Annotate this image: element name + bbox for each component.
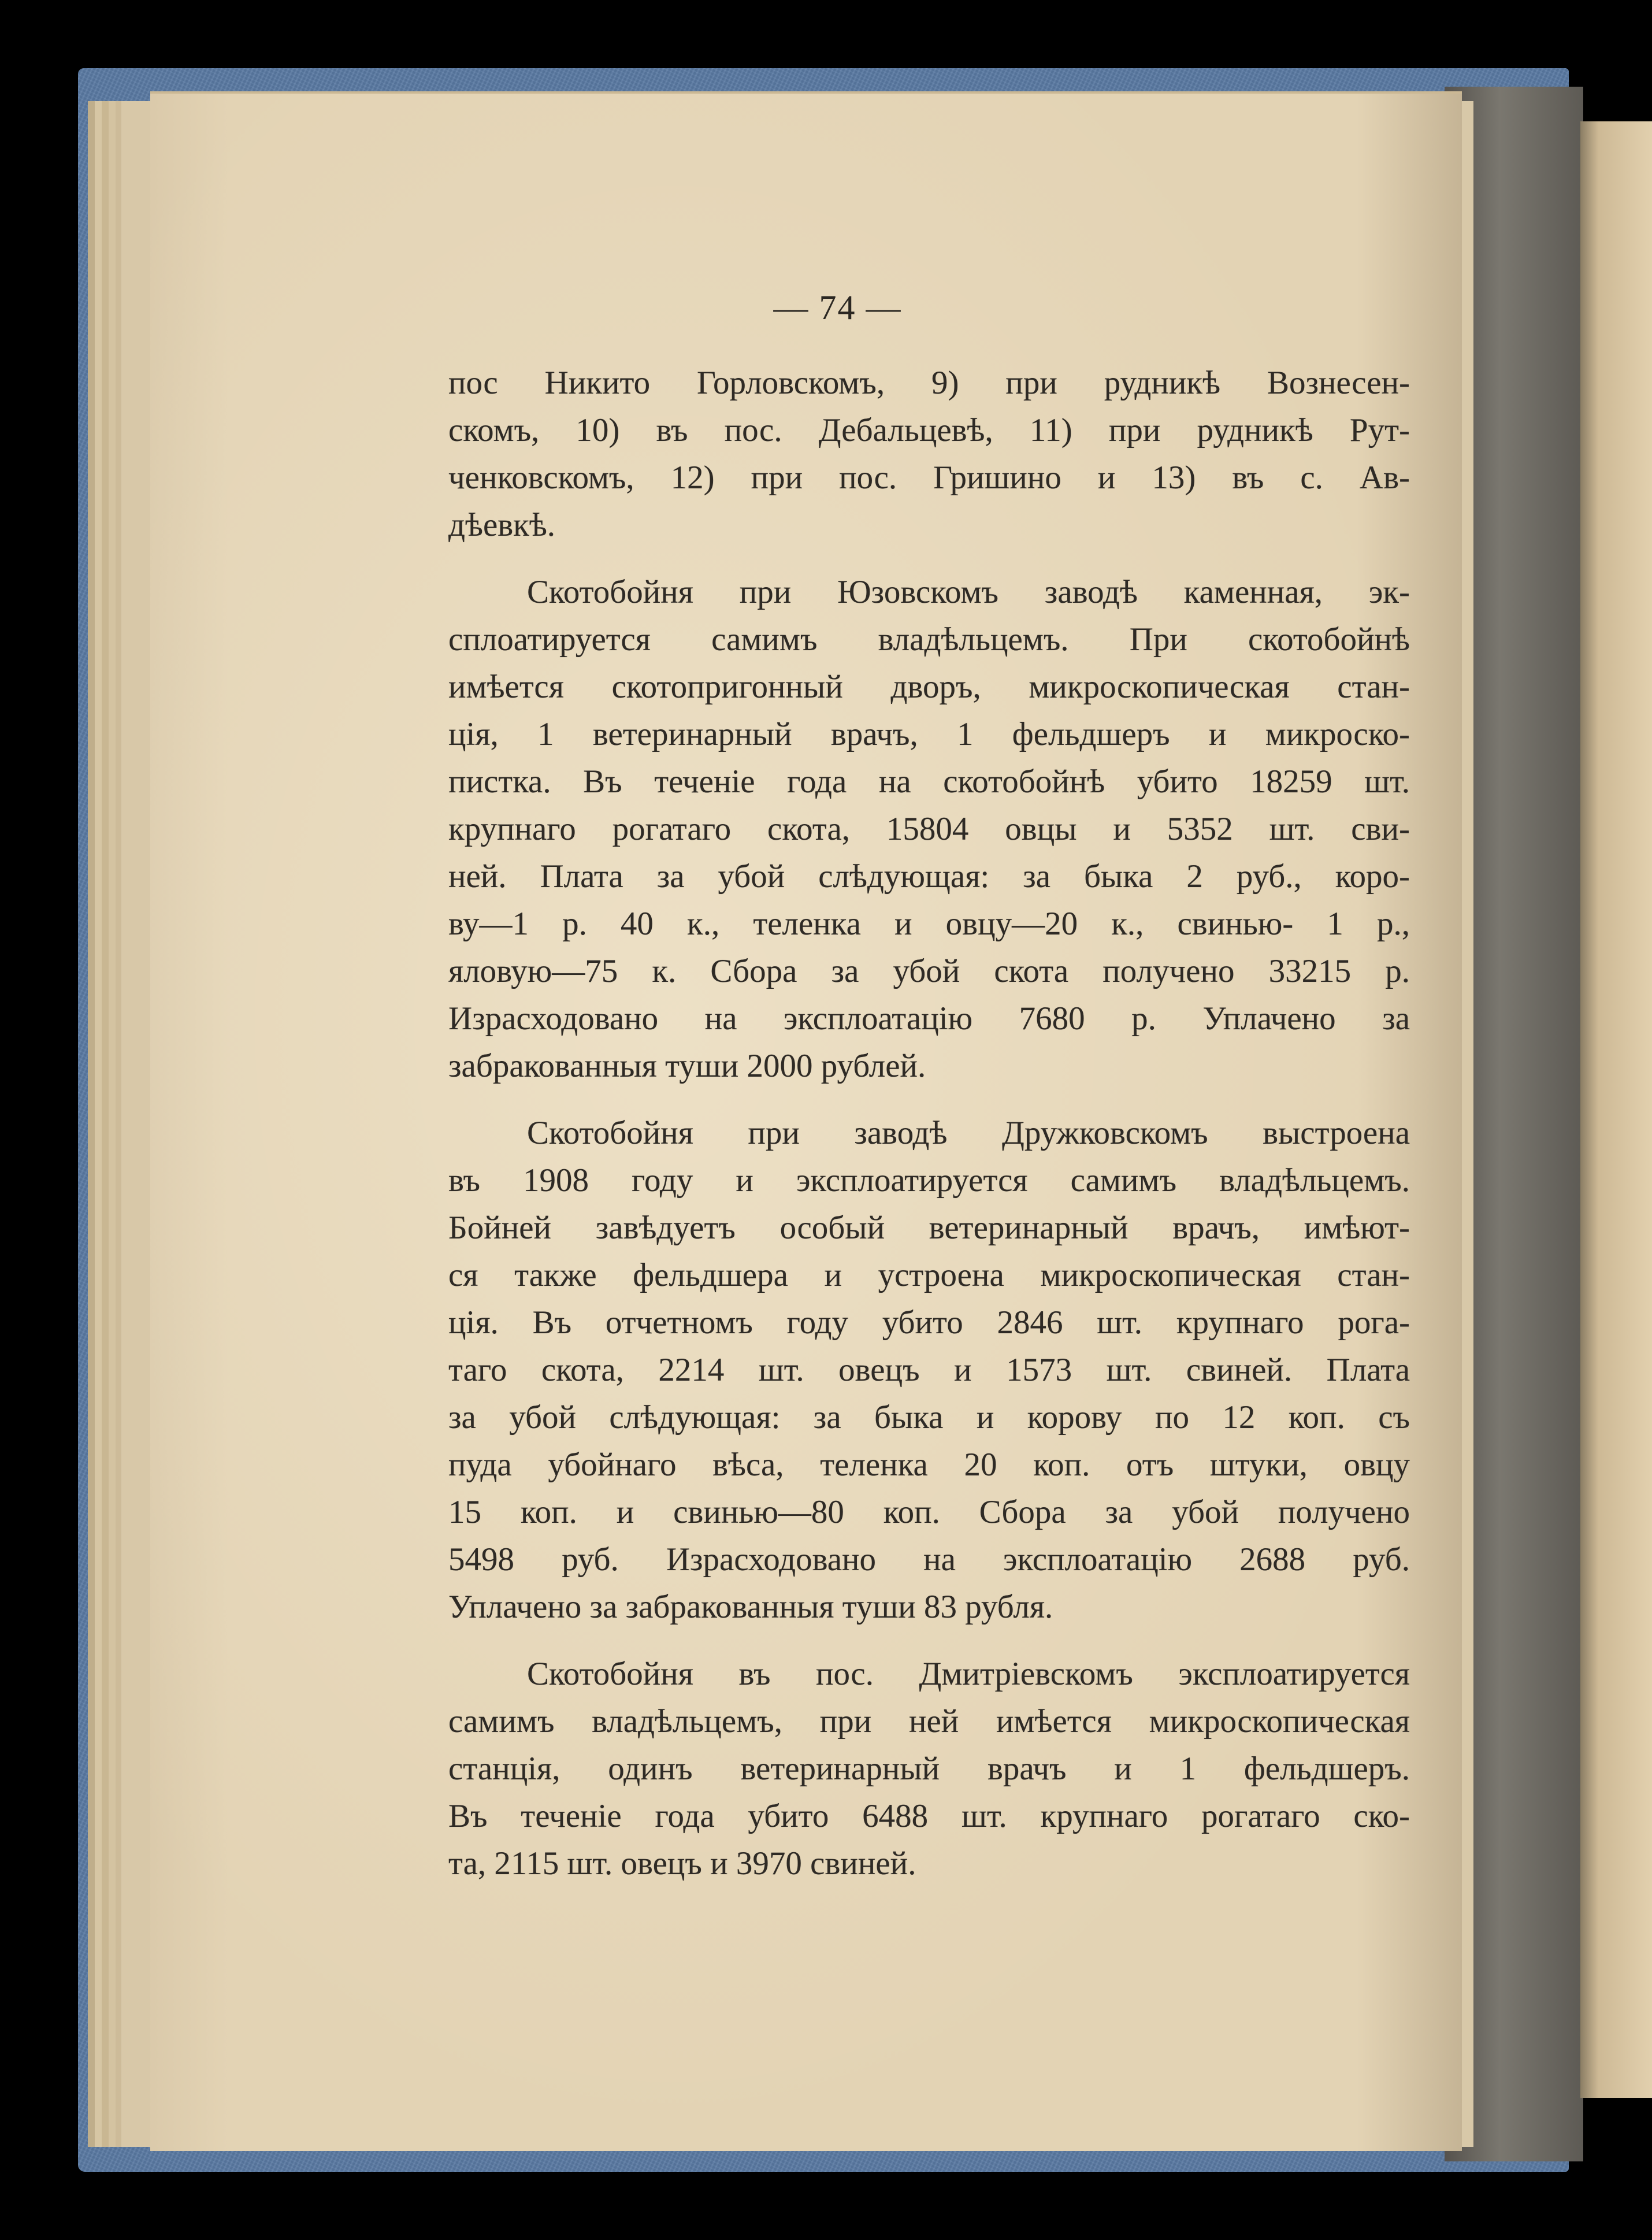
text-line: скомъ, 10) въ пос. Дебальцевѣ, 11) при рудникѣ Рут-	[448, 412, 1410, 448]
text-line: пос Никито Горловскомъ, 9) при рудникѣ Вознесен-	[448, 365, 1410, 401]
text-line: 15 коп. и свинью—80 коп. Сбора за убой получено	[448, 1494, 1410, 1530]
text-line: Израсходовано на эксплоатацію 7680 р. Уплачено за	[448, 1000, 1410, 1037]
text-line: имѣется скотопригонный дворъ, микроскопическая стан-	[448, 669, 1410, 705]
text-line: въ 1908 году и эксплоатируется самимъ владѣльцемъ.	[448, 1162, 1410, 1199]
text-line: ся также фельдшера и устроена микроскопическая стан-	[448, 1257, 1410, 1293]
text-line: ція, 1 ветеринарный врачъ, 1 фельдшеръ и микроско-	[448, 716, 1410, 752]
text-line: Скотобойня при Юзовскомъ заводѣ каменная, эк-	[527, 574, 1410, 610]
text-line: 5498 руб. Израсходовано на эксплоатацію 2688 руб.	[448, 1541, 1410, 1578]
text-line: дѣевкѣ.	[448, 507, 556, 543]
text-line: Въ теченіе года убито 6488 шт. крупнаго рогатаго ско-	[448, 1798, 1410, 1834]
text-line: ву—1 р. 40 к., теленка и овцу—20 к., свинью- 1 р.,	[448, 906, 1410, 942]
page-number: — 74 —	[773, 288, 902, 327]
paragraph	[448, 1110, 1410, 1631]
text-line: Бойней завѣдуетъ особый ветеринарный врачъ, имѣют-	[448, 1210, 1410, 1246]
text-line: крупнаго рогатаго скота, 15804 овцы и 5352 шт. сви-	[448, 811, 1410, 847]
text-line: сплоатируется самимъ владѣльцемъ. При скотобойнѣ	[448, 621, 1410, 658]
text-line: за убой слѣдующая: за быка и корову по 12 коп. съ	[448, 1399, 1410, 1436]
text-line: яловую—75 к. Сбора за убой скота получено 33215 р.	[448, 953, 1410, 989]
paragraph	[448, 569, 1410, 1090]
page-text	[448, 359, 1410, 1907]
text-line: станція, одинъ ветеринарный врачъ и 1 фельдшеръ.	[448, 1751, 1410, 1787]
text-line: забракованныя туши 2000 рублей.	[448, 1048, 926, 1084]
facing-page-edge	[1580, 121, 1652, 2098]
paragraph	[448, 359, 1410, 549]
text-line: ней. Плата за убой слѣдующая: за быка 2 руб., коро-	[448, 858, 1410, 895]
text-line: ченковскомъ, 12) при пос. Гришино и 13) въ с. Ав-	[448, 459, 1410, 496]
text-line: Скотобойня при заводѣ Дружковскомъ выстроена	[527, 1115, 1410, 1151]
text-line: самимъ владѣльцемъ, при ней имѣется микроскопическая	[448, 1703, 1410, 1740]
text-line: таго скота, 2214 шт. овецъ и 1573 шт. свиней. Плата	[448, 1352, 1410, 1388]
paragraph	[448, 1651, 1410, 1887]
text-line: пистка. Въ теченіе года на скотобойнѣ убито 18259 шт.	[448, 763, 1410, 800]
text-line: Уплачено за забракованныя туши 83 рубля.	[448, 1589, 1053, 1625]
text-line: пуда убойнаго вѣса, теленка 20 коп. отъ штуки, овцу	[448, 1447, 1410, 1483]
text-line: та, 2115 шт. овецъ и 3970 свиней.	[448, 1845, 916, 1882]
text-line: Скотобойня въ пос. Дмитріевскомъ эксплоатируется	[527, 1656, 1410, 1692]
text-line: ція. Въ отчетномъ году убито 2846 шт. крупнаго рога-	[448, 1304, 1410, 1341]
